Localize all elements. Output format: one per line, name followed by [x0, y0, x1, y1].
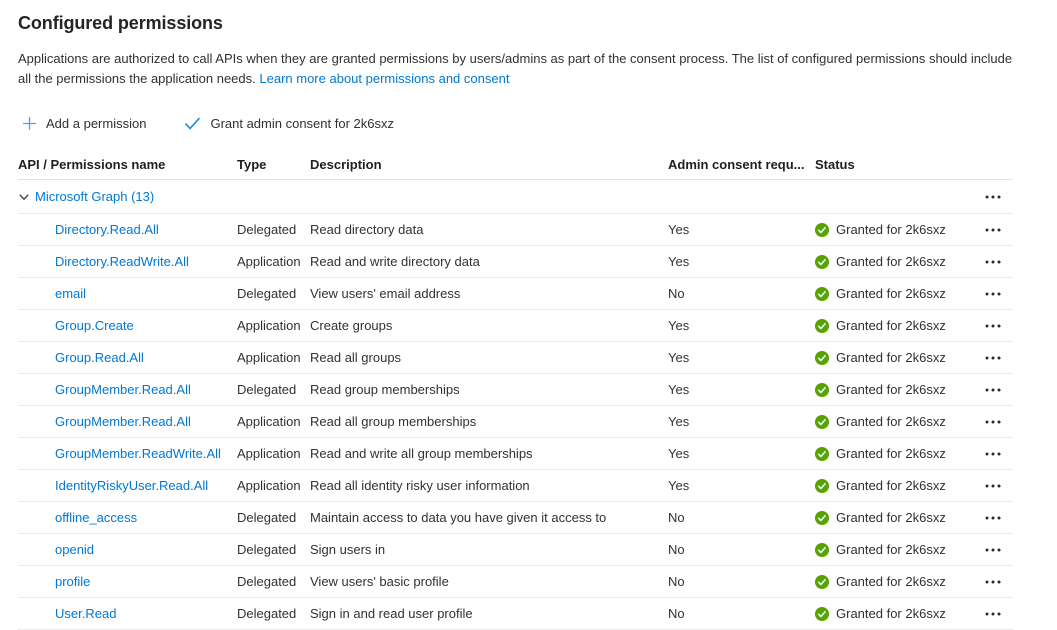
more-icon — [985, 580, 1001, 584]
status-label: Granted for 2k6sxz — [836, 478, 946, 493]
row-context-menu-button[interactable] — [980, 257, 1006, 267]
status-label: Granted for 2k6sxz — [836, 446, 946, 461]
chevron-down-icon — [18, 191, 30, 203]
permission-description: Sign users in — [310, 542, 386, 557]
table-row — [18, 406, 1013, 438]
granted-check-icon — [815, 479, 829, 493]
grant-admin-consent-button[interactable] — [180, 116, 398, 131]
header-description: Description — [310, 156, 382, 172]
permission-type: Delegated — [237, 542, 297, 557]
status-cell — [815, 542, 973, 557]
table-row — [18, 246, 1013, 278]
permission-description: Read all groups — [310, 350, 402, 365]
admin-consent-value: No — [668, 606, 685, 621]
row-context-menu-button[interactable] — [980, 449, 1006, 459]
table-row — [18, 534, 1013, 566]
permission-name-link[interactable]: GroupMember.Read.All — [55, 414, 191, 429]
more-icon — [985, 516, 1001, 520]
status-cell — [815, 222, 973, 237]
header-api-permissions-name: API / Permissions name — [18, 156, 166, 172]
permission-description: Create groups — [310, 318, 393, 333]
grant-admin-consent-label: Grant admin consent for 2k6sxz — [210, 115, 394, 131]
status-cell — [815, 478, 973, 493]
row-context-menu-button[interactable] — [980, 609, 1006, 619]
table-row — [18, 438, 1013, 470]
permission-type: Delegated — [237, 606, 297, 621]
group-label: Microsoft Graph (13) — [35, 189, 155, 204]
granted-check-icon — [815, 287, 829, 301]
table-row — [18, 566, 1013, 598]
permission-type: Delegated — [237, 574, 297, 589]
table-row — [18, 598, 1013, 630]
permission-name-link[interactable]: GroupMember.ReadWrite.All — [55, 446, 221, 461]
status-label: Granted for 2k6sxz — [836, 286, 946, 301]
status-label: Granted for 2k6sxz — [836, 414, 946, 429]
status-label: Granted for 2k6sxz — [836, 350, 946, 365]
status-cell — [815, 574, 973, 589]
granted-check-icon — [815, 223, 829, 237]
status-label: Granted for 2k6sxz — [836, 318, 946, 333]
description-text: Applications are authorized to call APIs when they are granted permissions by users/admins as part of the consent process. The list of configured permissions should include all the permissions the application needs. — [18, 51, 1013, 86]
admin-consent-value: No — [668, 510, 685, 525]
granted-check-icon — [815, 319, 829, 333]
more-icon — [985, 484, 1001, 488]
status-cell — [815, 318, 973, 333]
permission-type: Application — [237, 414, 301, 429]
status-cell — [815, 254, 973, 269]
table-row — [18, 342, 1013, 374]
admin-consent-value: Yes — [668, 222, 690, 237]
header-admin-consent-required: Admin consent requ... — [668, 156, 805, 172]
status-cell — [815, 446, 973, 461]
status-cell — [815, 382, 973, 397]
permission-description: Read all group memberships — [310, 414, 477, 429]
permission-name-link[interactable]: User.Read — [55, 606, 117, 621]
more-icon — [985, 388, 1001, 392]
table-row — [18, 310, 1013, 342]
row-context-menu-button[interactable] — [980, 545, 1006, 555]
permission-type: Delegated — [237, 382, 297, 397]
permission-type: Application — [237, 318, 301, 333]
more-icon — [985, 420, 1001, 424]
more-icon — [985, 548, 1001, 552]
admin-consent-value: No — [668, 574, 685, 589]
permission-name-link[interactable]: email — [55, 286, 87, 301]
row-context-menu-button[interactable] — [980, 513, 1006, 523]
table-row — [18, 502, 1013, 534]
table-row — [18, 374, 1013, 406]
more-icon — [985, 228, 1001, 232]
api-group-row-microsoft-graph — [18, 180, 1013, 214]
permission-name-link[interactable]: Directory.Read.All — [55, 222, 159, 237]
admin-consent-value: Yes — [668, 350, 690, 365]
status-cell — [815, 510, 973, 525]
table-row — [18, 278, 1013, 310]
more-icon — [985, 356, 1001, 360]
permission-description: Sign in and read user profile — [310, 606, 473, 621]
permission-name-link[interactable]: offline_access — [55, 510, 138, 525]
plus-icon — [22, 116, 37, 131]
status-cell — [815, 350, 973, 365]
admin-consent-value: Yes — [668, 478, 690, 493]
learn-more-link[interactable]: Learn more about permissions and consent — [259, 71, 510, 86]
more-icon — [985, 260, 1001, 264]
status-label: Granted for 2k6sxz — [836, 254, 946, 269]
permission-name-link[interactable]: openid — [55, 542, 95, 557]
granted-check-icon — [815, 607, 829, 621]
more-icon — [985, 195, 1001, 199]
row-context-menu-button[interactable] — [980, 321, 1006, 331]
granted-check-icon — [815, 575, 829, 589]
page-title: Configured permissions — [18, 13, 223, 33]
admin-consent-value: Yes — [668, 318, 690, 333]
check-icon — [184, 117, 201, 130]
permission-name-link[interactable]: Group.Create — [55, 318, 134, 333]
status-label: Granted for 2k6sxz — [836, 382, 946, 397]
permission-description: Read and write directory data — [310, 254, 480, 269]
command-bar — [18, 112, 1035, 134]
row-context-menu-button[interactable] — [980, 417, 1006, 427]
table-row — [18, 470, 1013, 502]
row-context-menu-button[interactable] — [980, 481, 1006, 491]
group-expander[interactable] — [18, 189, 973, 204]
granted-check-icon — [815, 415, 829, 429]
page-description — [18, 49, 1026, 89]
permission-description: View users' email address — [310, 286, 461, 301]
permission-name-link[interactable]: Group.Read.All — [55, 350, 144, 365]
permissions-table — [18, 149, 1013, 630]
row-context-menu-button[interactable] — [980, 289, 1006, 299]
permission-type: Application — [237, 446, 301, 461]
granted-check-icon — [815, 511, 829, 525]
admin-consent-value: Yes — [668, 414, 690, 429]
status-label: Granted for 2k6sxz — [836, 606, 946, 621]
header-status: Status — [815, 156, 855, 172]
permission-description: Read group memberships — [310, 382, 460, 397]
status-cell — [815, 286, 973, 301]
permission-type: Application — [237, 350, 301, 365]
status-label: Granted for 2k6sxz — [836, 510, 946, 525]
permission-name-link[interactable]: IdentityRiskyUser.Read.All — [55, 478, 209, 493]
admin-consent-value: Yes — [668, 254, 690, 269]
permission-description: Read all identity risky user information — [310, 478, 530, 493]
granted-check-icon — [815, 447, 829, 461]
more-icon — [985, 292, 1001, 296]
granted-check-icon — [815, 543, 829, 557]
table-header-row — [18, 149, 1013, 180]
permission-type: Delegated — [237, 222, 297, 237]
permission-description: Read directory data — [310, 222, 424, 237]
more-icon — [985, 324, 1001, 328]
status-cell — [815, 606, 973, 621]
add-permission-label: Add a permission — [46, 115, 147, 131]
more-icon — [985, 452, 1001, 456]
status-label: Granted for 2k6sxz — [836, 542, 946, 557]
status-cell — [815, 414, 973, 429]
permission-type: Application — [237, 254, 301, 269]
admin-consent-value: No — [668, 286, 685, 301]
more-icon — [985, 612, 1001, 616]
group-context-menu-button[interactable] — [980, 192, 1006, 202]
permission-description: Read and write all group memberships — [310, 446, 533, 461]
granted-check-icon — [815, 383, 829, 397]
permission-type: Application — [237, 478, 301, 493]
add-permission-button[interactable] — [18, 116, 150, 131]
permission-type: Delegated — [237, 286, 297, 301]
admin-consent-value: Yes — [668, 446, 690, 461]
permissions-rows — [18, 214, 1013, 630]
row-context-menu-button[interactable] — [980, 577, 1006, 587]
row-context-menu-button[interactable] — [980, 353, 1006, 363]
permission-name-link[interactable]: GroupMember.Read.All — [55, 382, 191, 397]
header-type: Type — [237, 156, 267, 172]
status-label: Granted for 2k6sxz — [836, 222, 946, 237]
permission-type: Delegated — [237, 510, 297, 525]
permission-description: Maintain access to data you have given it access to — [310, 510, 607, 525]
status-label: Granted for 2k6sxz — [836, 574, 946, 589]
granted-check-icon — [815, 351, 829, 365]
permission-description: View users' basic profile — [310, 574, 449, 589]
row-context-menu-button[interactable] — [980, 385, 1006, 395]
permission-name-link[interactable]: Directory.ReadWrite.All — [55, 254, 189, 269]
row-context-menu-button[interactable] — [980, 225, 1006, 235]
admin-consent-value: Yes — [668, 382, 690, 397]
permission-name-link[interactable]: profile — [55, 574, 91, 589]
granted-check-icon — [815, 255, 829, 269]
table-row — [18, 214, 1013, 246]
admin-consent-value: No — [668, 542, 685, 557]
